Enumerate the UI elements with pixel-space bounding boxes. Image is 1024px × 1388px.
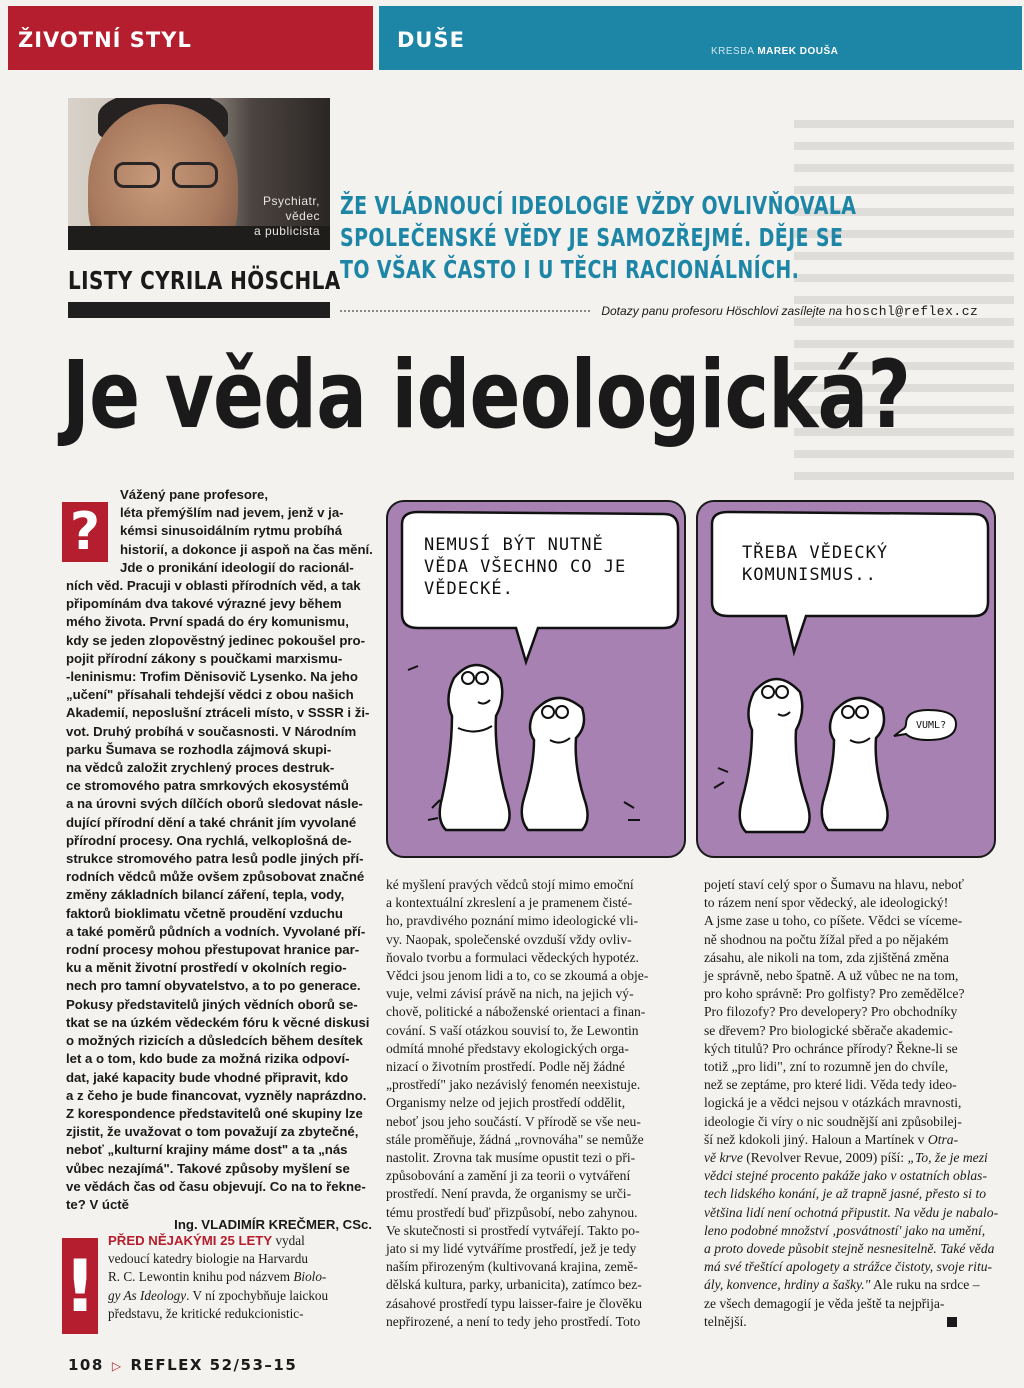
letter-line: léta přemýšlím nad jevem, jenž v ja- (120, 505, 344, 521)
body-line: ké myšlení pravých vědců stojí mimo emoční (386, 877, 634, 892)
letter-line: let a o tom, kdo bude za možná rizika odpoví- (66, 1051, 350, 1067)
author-photo (68, 98, 330, 250)
contact-email[interactable]: hoschl@reflex.cz (845, 304, 979, 319)
body-line: jato si my lidé vytváříme prostředí, jež je tedy (386, 1241, 637, 1257)
body-line: to rázem není spor vědecký, ale ideologický! (704, 895, 949, 911)
credit-name: MAREK DOUŠA (757, 46, 839, 57)
letter-line: dat, jaké kapacity bude vhodné připravit, kdo (66, 1069, 349, 1085)
book-title: gy As Ideology (108, 1287, 187, 1303)
intro-line: představu, že kritické redukcionistic- (108, 1305, 304, 1321)
bubble-line: VĚDA VŠECHNO CO JE (424, 557, 627, 577)
body-line: nepřirozené, a není to tedy jeho prostředí. Toto (386, 1313, 641, 1329)
page-number: 108 (68, 1356, 104, 1374)
body-line: zásahu, ale nikoli na tom, zda zjištěná změna (704, 949, 949, 965)
letter-line: tkat se na úzkém vědeckém fóru k věcné diskusi (66, 1014, 370, 1030)
body-line: způsobování a zamění ji za teorii o vytváření (386, 1168, 631, 1184)
letter-line: pojit přírodní zákony s poučkami marxismu- (66, 650, 343, 666)
letter-line: historií, a dokonce ji aspoň na čas mění. (120, 541, 373, 557)
letter-line: Vážený pane profesore, (120, 487, 269, 502)
body-line: ho, pravdivého poznání mimo ideologické vli- (386, 913, 639, 929)
quote-text: ály, konvence, hrdiny a šašky." (704, 1277, 871, 1293)
illustration-credit (691, 6, 1022, 70)
body-line: se dřevem? Pro biologické sběrače akademic- (704, 1022, 953, 1038)
author-caption (254, 194, 320, 239)
intro-text: vydal (272, 1233, 305, 1248)
caption-line: a publicista (253, 224, 320, 238)
intro-text: . V ní zpochybňuje laickou (186, 1287, 329, 1303)
photo-glasses-left (114, 162, 160, 188)
article-title: Je věda ideologická? (62, 341, 911, 450)
letter-line: kdy se jeden zlopověstný jedinec pokoušel pro- (66, 632, 365, 648)
letter-line: nech pro tamní obyvatelstvo, a to po generace. (66, 978, 361, 994)
letter-line: parku Šumava se rozhodla zájmová skupi- (66, 741, 332, 757)
quote-text: „To, že je mezi (907, 1150, 988, 1166)
deck-line: SPOLEČENSKÉ VĚDY JE SAMOZŘEJMÉ. DĚJE SE (340, 223, 844, 252)
letter-line: ce stromového patra smrkových ekosystémů (66, 778, 349, 794)
subsection-label: DUŠE (379, 6, 691, 70)
letter-line: zjistit, že uvažovat o tom považují za zbytečné, (66, 1124, 359, 1140)
column-title-bar (68, 302, 330, 318)
letter-line: Jde o pronikání ideologií do racionál- (120, 559, 354, 575)
body-line: odmítá mnohé představy ekologických orga- (386, 1040, 629, 1056)
quote-line: leno podobné množství ‚posvátností' jako na umění, (704, 1222, 986, 1238)
body-text: ší než kdokoli jiný. Haloun a Martínek v (704, 1131, 928, 1147)
bubble-line: TŘEBA VĚDECKÝ (742, 543, 889, 563)
credit-prefix: KRESBA (711, 46, 755, 57)
comic-panel-2 (696, 500, 996, 858)
letter-line: na vědců založit zrychlený proces destruk- (66, 760, 335, 776)
deck-line: ŽE VLÁDNOUCÍ IDEOLOGIE VŽDY OVLIVŇOVALA (340, 191, 857, 220)
body-line: stále proměňuje, žádná „rovnováha" se nemůže (386, 1131, 644, 1147)
book-title: vě krve (704, 1150, 743, 1166)
body-line: je správně, nebo špatně. A už vůbec ne na tom, (704, 968, 959, 984)
body-line: naším přirozeným (kultivovaná krajina, země- (386, 1259, 638, 1275)
body-line: Vědci jsou jenom lidi a to, co se zkoumá a obje- (386, 968, 649, 984)
letter-line: připomínám dva takové výrazné jevy během (66, 596, 342, 612)
quote-line: tech lidského konání, je až trapně jasné, přesto si to (704, 1186, 987, 1202)
body-line: pojetí staví celý spor o Šumavu na hlavu, neboť (704, 877, 964, 892)
letter-signature: Ing. VLADIMÍR KREČMER, CSc. (174, 1217, 372, 1233)
headline-deck (340, 190, 857, 286)
body-line: ňovalo tvorbu a formulaci vědeckých hypotéz. (386, 949, 639, 965)
body-line: ze všech demagogií je věda ještě ta nejpřija- (704, 1295, 945, 1311)
letter-line: vůbec nezajímá". Takové způsoby myšlení se (66, 1160, 350, 1176)
intro-line: vedoucí katedry biologie na Harvardu (108, 1251, 308, 1267)
letter-line: Z korespondence představitelů oné skupiny lze (66, 1105, 363, 1121)
comic-bubble-1 (424, 534, 626, 600)
intro-lead: PŘED NĚJAKÝMI 25 LETY (108, 1233, 273, 1248)
body-line: neboť jsou jeho součástí. V přírodě se vše neu- (386, 1113, 641, 1129)
book-title: Biolo- (293, 1269, 327, 1285)
deck-line: TO VŠAK ČASTO I U TĚCH RACIONÁLNÍCH. (340, 255, 800, 284)
body-line: logická je a vědci nejsou v otázkách mravnosti, (704, 1095, 962, 1111)
letter-line: -leninismu: Trofim Děnisovič Lysenko. Na jeho (66, 669, 358, 685)
letter-line: rodní procesy mohou přestupovat hranice par- (66, 942, 360, 958)
column-title: LISTY CYRILA HÖSCHLA (68, 266, 341, 295)
letter-line: te? V úctě (66, 1196, 130, 1212)
bubble-line: NEMUSÍ BÝT NUTNĚ (424, 535, 604, 555)
bubble-line: KOMUNISMUS.. (742, 565, 877, 585)
comic-small-bubble: VUML? (916, 720, 947, 731)
letter-line: vot. Druhý probíhá v současnosti. V Národním (66, 723, 357, 739)
triangle-icon: ▷ (111, 1359, 123, 1373)
letter-line: a z čeho je bude financovat, vyzněly naprázdno. (66, 1087, 367, 1103)
letter-line: ve vědách čas od času objevují. Co na to řekne- (66, 1178, 366, 1194)
page-footer (68, 1356, 297, 1374)
section-label: ŽIVOTNÍ STYL (8, 6, 373, 70)
letter-line: změny základních bilancí záření, tepla, vody, (66, 887, 345, 903)
body-line: ně shodnou na počtu žížal před a po nějakém (704, 931, 949, 947)
letter-line: přírodní procesy. Ona rychlá, velkoplošná de- (66, 832, 352, 848)
contact-text: Dotazy panu profesoru Höschlovi zasílejte na (601, 304, 843, 318)
letter-line: a na úrovni svých dílčích oborů sledovat násle- (66, 796, 363, 812)
body-line: Organismy nelze od jejich prostředí oddělit, (386, 1095, 626, 1111)
body-line: a kontextuální zkreslení a je pramenem čisté- (386, 895, 633, 911)
body-text: Ale ruku na srdce – (870, 1277, 980, 1293)
body-line: pro koho správně: Pro golfisty? Pro zemědělce? (704, 986, 965, 1002)
quote-line: a proto dovede působit stejně nesnesitelně. Také věda (704, 1241, 995, 1257)
caption-line: vědec (285, 209, 320, 223)
bubble-line: VĚDECKÉ. (424, 579, 514, 599)
letter-line: kémsi sinusoidálním rytmu probíhá (120, 523, 343, 539)
body-line: chově, politické a náboženské orientaci a finan- (386, 1004, 646, 1020)
contact-line (340, 304, 1004, 319)
magazine-issue: REFLEX 52/53–15 (130, 1356, 298, 1374)
letter-line: mého života. První spadá do éry komunismu, (66, 614, 349, 630)
body-line: prostředí. Není pravda, že organismy se urči- (386, 1186, 632, 1202)
intro-text: R. C. Lewontin knihu pod názvem (108, 1269, 294, 1285)
exclamation-mark-icon: ! (62, 1238, 98, 1334)
book-title: Otra- (927, 1131, 959, 1147)
answer-intro (108, 1232, 370, 1323)
body-line: vuje, velmi závisí právě na nich, na jejich vý- (386, 986, 634, 1002)
answer-column-3 (704, 876, 1000, 1331)
letter-line: „učení" přísahali tehdejší vědci z obou našich (66, 687, 354, 703)
end-mark-icon (947, 1317, 957, 1327)
letter-line: ku a měnit životní prostředí v okolních regio- (66, 960, 347, 976)
letter-line: rodních vědců může ovšem způsobovat značné (66, 869, 365, 885)
body-line: nastolit. Zrovna tak musíme opustit tezi o při- (386, 1150, 636, 1166)
body-line: Ve skutečnosti si prostředí vytvářejí. Takto po- (386, 1222, 640, 1238)
section-header (8, 6, 1022, 70)
reader-letter (66, 486, 372, 1234)
body-line: totiž „pro lidi", zní to rozumně jen do chvíle, (704, 1059, 949, 1075)
letter-line: ních věd. Pracuji v oblasti přírodních věd, a tak (66, 578, 361, 594)
body-line: dělská kultura, parky, urbanicita), zatímco bez- (386, 1277, 642, 1293)
body-line: kých titulů? Pro ochránce přírody? Řekne-li se (704, 1040, 958, 1056)
answer-column-2 (386, 876, 682, 1331)
dotted-leader (340, 310, 590, 312)
comic-panel-1 (386, 500, 686, 858)
letter-line: strukce stromového patra lesů podle jiných pří- (66, 851, 364, 867)
letter-line: o možných rizicích a důsledcích během desítek (66, 1033, 363, 1049)
body-line: Pro filozofy? Pro developery? Pro obchodníky (704, 1004, 958, 1020)
body-line: tému prostředí buď přizpůsobí, nebo zahynou. (386, 1204, 638, 1220)
body-text: (Revolver Revue, 2009) píší: (742, 1150, 908, 1166)
body-line: A jsme zase u toho, co píšete. Vědci se víceme- (704, 913, 963, 929)
quote-line: většina lidí není ochotná připustit. Na vědu je nabalo- (704, 1204, 999, 1220)
letter-line: Pokusy představitelů jiných vědních oborů se- (66, 996, 358, 1012)
quote-line: má své třeštící apologety a strážce čistoty, svoje ritu- (704, 1259, 993, 1275)
body-line: cování. S vaší otázkou souvisí to, že Lewontin (386, 1022, 639, 1038)
body-line: zásahové prostředí typu laisser-faire je člověku (386, 1295, 643, 1311)
caption-line: Psychiatr, (262, 194, 320, 208)
letter-line: neboť „kulturní krajiny máme dost" a ta „nás (66, 1142, 348, 1158)
letter-line: Akademií, neposlušní ztráceli místo, v SSSR i ži- (66, 705, 370, 721)
body-text: telnější. (704, 1313, 747, 1329)
body-line: vy. Naopak, společenské ovzduší vždy ovliv- (386, 931, 632, 947)
letter-line: a také poměrů půdních a vodních. Vyvolané pří- (66, 923, 366, 939)
body-line: nizací o životním prostředí. Podle něj žádné (386, 1059, 625, 1075)
body-line: ideologie či víry o nic soudnější ani způsobilej- (704, 1113, 962, 1129)
body-line: než se zeptáme, pro které lidi. Věda tedy ideo- (704, 1077, 957, 1093)
body-line: „prostředí" jako nezávislý fenomén neexistuje. (386, 1077, 641, 1093)
comic-bubble-2 (742, 542, 888, 586)
photo-glasses-right (172, 162, 218, 188)
question-mark-icon: ? (62, 502, 108, 562)
letter-line: dující přírodní dění a také chránit jím vyvolané (66, 814, 357, 830)
quote-line: vědci stejné procento pakáže jako v ostatních oblas- (704, 1168, 987, 1184)
letter-line: faktorů bioklimatu včetně proudění vzduchu (66, 905, 343, 921)
